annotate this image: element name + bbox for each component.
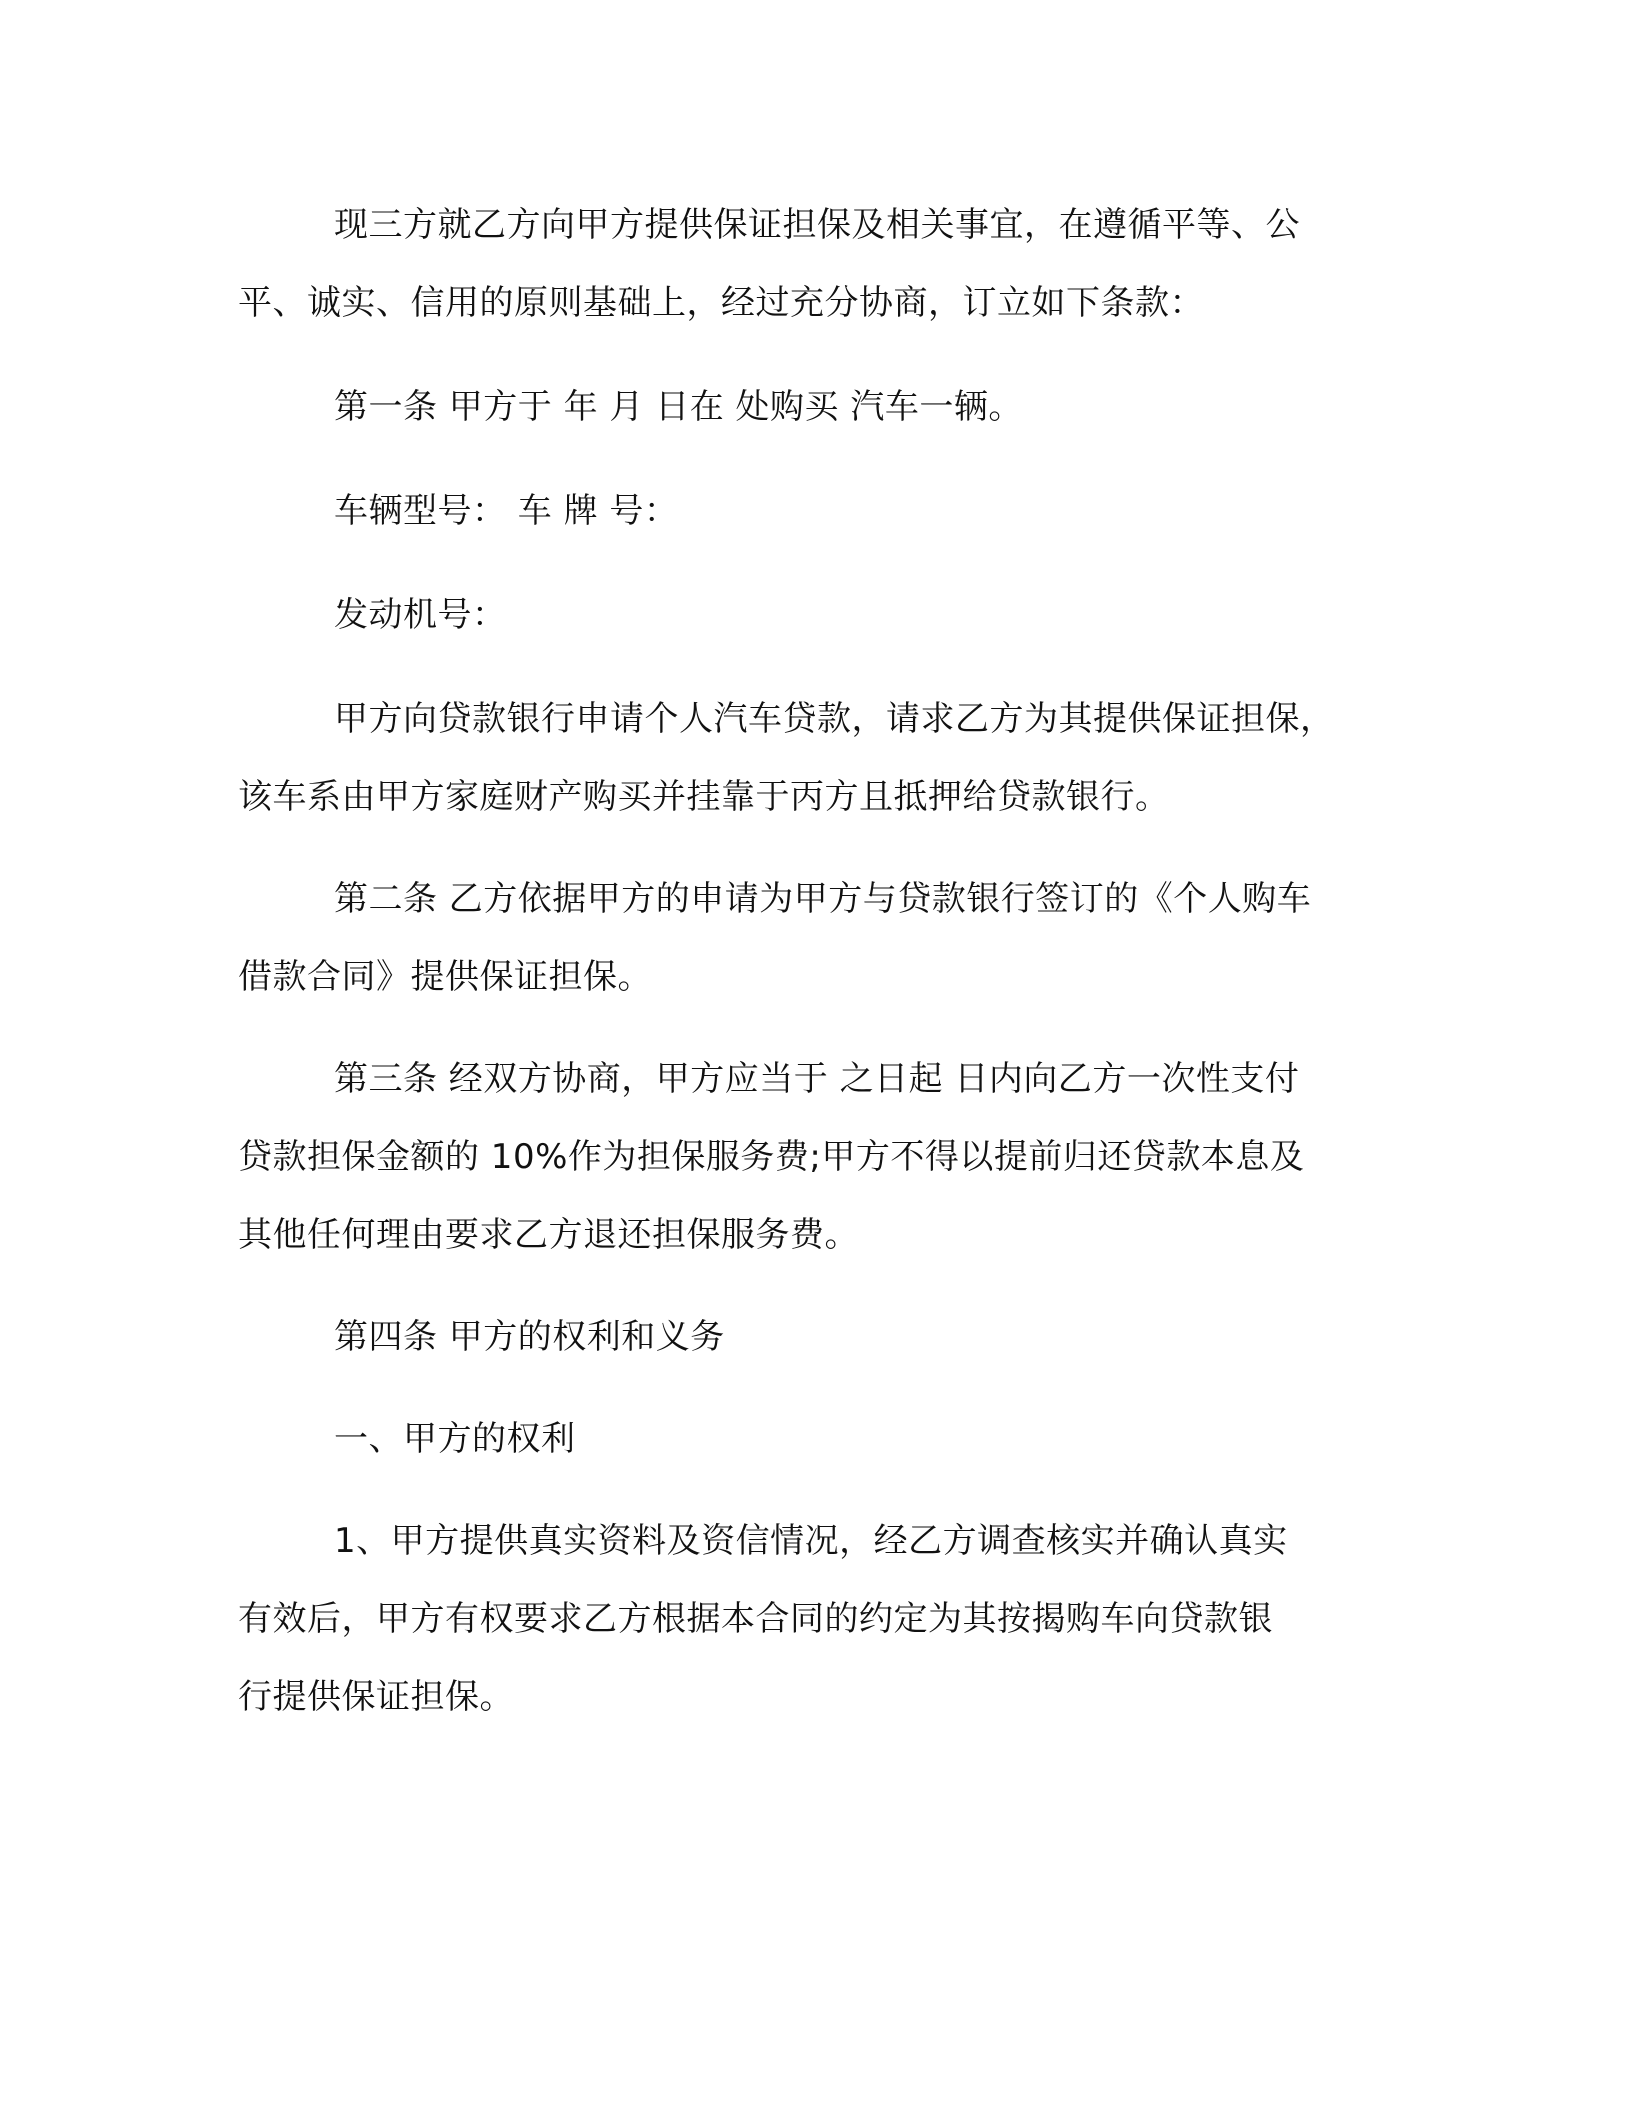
paragraph-article-2: [238, 860, 1388, 1016]
paragraph-preamble: [238, 186, 1388, 342]
text-line: 现三方就乙方向甲方提供保证担保及相关事宜，在遵循平等、公: [334, 205, 1300, 245]
text-line: 贷款担保金额的 10%作为担保服务费;甲方不得以提前归还贷款本息及: [238, 1137, 1305, 1177]
text-line: 发动机号：: [334, 595, 507, 635]
paragraph-article-1: [238, 368, 1388, 446]
text-line: 甲方向贷款银行申请个人汽车贷款，请求乙方为其提供保证担保，: [334, 699, 1335, 739]
text-line: 一、甲方的权利: [334, 1419, 576, 1459]
text-line: 有效后，甲方有权要求乙方根据本合同的约定为其按揭购车向贷款银: [238, 1599, 1273, 1639]
text-line: 第一条 甲方于 年 月 日在 处购买 汽车一辆。: [334, 387, 1023, 427]
document-body: [238, 186, 1388, 1736]
paragraph-right-1: [238, 1502, 1388, 1736]
text-line: 车辆型号： 车 牌 号：: [334, 491, 679, 531]
text-line: 平、诚实、信用的原则基础上，经过充分协商，订立如下条款：: [238, 283, 1204, 323]
paragraph-article-4-heading: [238, 1298, 1388, 1376]
text-line: 第三条 经双方协商，甲方应当于 之日起 日内向乙方一次性支付: [334, 1059, 1300, 1099]
text-line: 第二条 乙方依据甲方的申请为甲方与贷款银行签订的《个人购车: [334, 879, 1312, 919]
text-line: 借款合同》提供保证担保。: [238, 957, 652, 997]
paragraph-engine-number: [238, 576, 1388, 654]
text-line: 1、甲方提供真实资料及资信情况，经乙方调查核实并确认真实: [334, 1521, 1288, 1561]
paragraph-party-a-rights-heading: [238, 1400, 1388, 1478]
text-line: 该车系由甲方家庭财产购买并挂靠于丙方且抵押给贷款银行。: [238, 777, 1170, 817]
text-line: 其他任何理由要求乙方退还担保服务费。: [238, 1215, 859, 1255]
paragraph-article-3: [238, 1040, 1388, 1274]
paragraph-loan-request: [238, 680, 1388, 836]
paragraph-vehicle-model: [238, 472, 1388, 550]
text-line: 行提供保证担保。: [238, 1677, 514, 1717]
text-line: 第四条 甲方的权利和义务: [334, 1317, 725, 1357]
